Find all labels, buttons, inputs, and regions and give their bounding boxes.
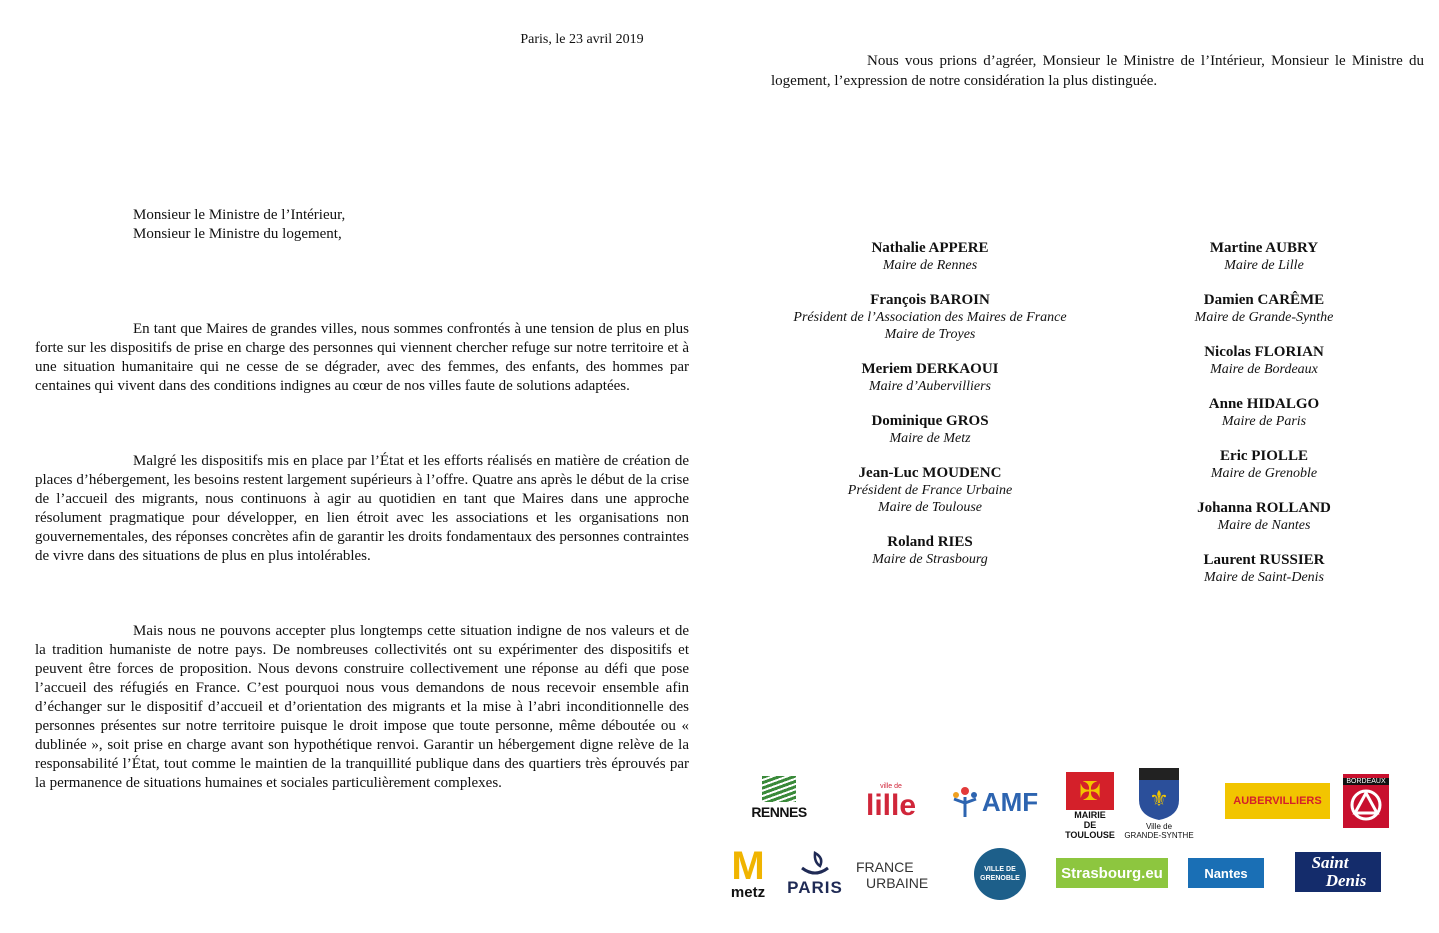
grenoble-logo: VILLE DE GRENOBLE [972, 848, 1028, 900]
signatory-title: Président de l’Association des Maires de France [793, 310, 1067, 325]
signatory-name: Nathalie APPERE [871, 240, 989, 256]
amf-logo: AMF [946, 780, 1042, 824]
france-urbaine-logo: FRANCE URBAINE [856, 859, 929, 891]
amf-figure-icon [950, 785, 980, 819]
salutation [133, 206, 345, 244]
signatory [1094, 448, 1434, 482]
signatory-title: Maire de Lille [1224, 258, 1304, 273]
nantes-logo: Nantes [1188, 858, 1264, 888]
signatory-name: Jean-Luc MOUDENC [858, 465, 1002, 481]
toulouse-logo: ✠ MAIRIE DE TOULOUSE [1064, 772, 1116, 840]
signatory-name: François BAROIN [870, 292, 990, 308]
signatories-left-column [760, 240, 1100, 586]
signatory-title: Maire de Bordeaux [1210, 362, 1318, 377]
signatory-name: Johanna ROLLAND [1197, 500, 1331, 516]
strasbourg-logo: Strasbourg.eu [1056, 858, 1168, 888]
paris-ship-icon [798, 850, 832, 878]
bordeaux-logo: BORDEAUX [1343, 774, 1389, 828]
signatory [1094, 240, 1434, 274]
svg-text:⚜: ⚜ [1149, 787, 1169, 812]
signatory-name: Roland RIES [887, 534, 973, 550]
signatory-title: Maire de Toulouse [878, 500, 982, 515]
metz-logo: M metz [730, 844, 766, 901]
signatory-title: Maire de Grande-Synthe [1194, 310, 1334, 325]
signatory [760, 240, 1100, 274]
rennes-emblem-icon [762, 776, 796, 802]
salutation-line: Monsieur le Ministre du logement, [133, 226, 342, 242]
signatory-name: Nicolas FLORIAN [1204, 344, 1324, 360]
shield-icon [1136, 766, 1182, 822]
signatory-title: Maire de Grenoble [1210, 466, 1318, 481]
occitan-cross-icon: ✠ [1066, 772, 1114, 810]
lille-logo: ville de lille [865, 782, 917, 822]
closing-formula: Nous vous prions d’agréer, Monsieur le Ministre de l’Intérieur, Monsieur le Ministre du logement, l’expression de notre considération la plus distinguée. [771, 53, 1424, 89]
body-paragraph: En tant que Maires de grandes villes, nous sommes confrontés à une tension de plus en plus forte sur les dispositifs de prise en charge des personnes qui viennent chercher refuge sur notre territoire et à une situation humanitaire qui ne cesse de se dégrader, avec des femmes, des enfants, des hommes par centaines qui vivent dans des conditions indignes au cœur de nos villes faute de solutions adaptées. [35, 321, 689, 394]
signatory-name: Damien CARÊME [1203, 292, 1325, 308]
signatory-title: Maire de Metz [889, 431, 971, 446]
letter-date: Paris, le 23 avril 2019 [520, 32, 644, 47]
signatory [1094, 552, 1434, 586]
signatory-title: Maire d’Aubervilliers [869, 379, 991, 394]
signatory-name: Martine AUBRY [1209, 240, 1319, 256]
aubervilliers-logo: AUBERVILLIERS [1225, 783, 1330, 819]
signatory [1094, 344, 1434, 378]
signatory [760, 534, 1100, 568]
signatory-title: Maire de Saint-Denis [1203, 570, 1324, 585]
signatory [760, 465, 1100, 516]
signatory [760, 413, 1100, 447]
signatory-title: Président de France Urbaine [847, 483, 1013, 498]
signatory-name: Eric PIOLLE [1220, 448, 1308, 464]
grande-synthe-logo: ⚜ Ville de GRANDE-SYNTHE [1124, 764, 1194, 842]
signatory [760, 361, 1100, 395]
signatories-right-column [1094, 240, 1434, 604]
signatory-title: Maire de Rennes [882, 258, 978, 273]
signatory-title: Maire de Paris [1221, 414, 1307, 429]
body-paragraph: Malgré les dispositifs mis en place par l’État et les efforts réalisés en matière de création de places d’hébergement, les besoins restent largement supérieurs à l’offre. Quatre ans après le début de la crise de l’accueil des migrants, nous continuons à agir au quotidien en tant que Maires dans une approche résolument pragmatique pour développer, en lien étroit avec les associations et les organisations non gouvernementales, des réponses concrètes afin de garantir les droits fondamentaux des personnes contraintes de vivre dans des situations de plus en plus intolérables. [35, 453, 689, 564]
signatory [1094, 292, 1434, 326]
bordeaux-emblem-icon [1346, 785, 1386, 825]
body-paragraph: Mais nous ne pouvons accepter plus longtemps cette situation indigne de nos valeurs et de la tradition humaniste de notre pays. De nombreuses collectivités ont su expérimenter des dispositifs et peuvent être forces de proposition. Nous devons construire collectivement une réponse au défi que pose l’accueil des réfugiés en France. C’est pourquoi nous vous demandons de nous recevoir ensemble afin d’échanger sur le dispositif d’accueil et d’orientation des migrants et la mise à l’abri inconditionnelle des personnes présentes sur notre territoire puisque le droit impose que toute personne, même déboutée ou « dublinée », soit prise en charge avant son hypothétique renvoi. Garantir un hébergement digne relève de la responsabilité l’État, tout comme le maintien de la tranquillité publique dans des quartiers très éprouvés par la permanence de situations humaines et sociales particulièrement complexes. [35, 623, 689, 791]
metz-m-icon: M [731, 844, 765, 888]
signatory-name: Dominique GROS [871, 413, 989, 429]
saint-denis-logo: Saint Denis [1295, 852, 1381, 892]
signatory [1094, 396, 1434, 430]
signatory-title: Maire de Nantes [1217, 518, 1311, 533]
signatory [760, 292, 1100, 343]
rennes-logo [746, 770, 812, 826]
paris-logo: PARIS [784, 848, 846, 900]
signatory-title: Maire de Troyes [884, 327, 976, 342]
signatory [1094, 500, 1434, 534]
signatory-name: Meriem DERKAOUI [861, 361, 999, 377]
rennes-wordmark: RENNES [751, 804, 807, 820]
signatory-name: Anne HIDALGO [1208, 396, 1320, 412]
salutation-line: Monsieur le Ministre de l’Intérieur, [133, 207, 346, 223]
signatory-name: Laurent RUSSIER [1203, 552, 1325, 568]
signatory-title: Maire de Strasbourg [872, 552, 988, 567]
